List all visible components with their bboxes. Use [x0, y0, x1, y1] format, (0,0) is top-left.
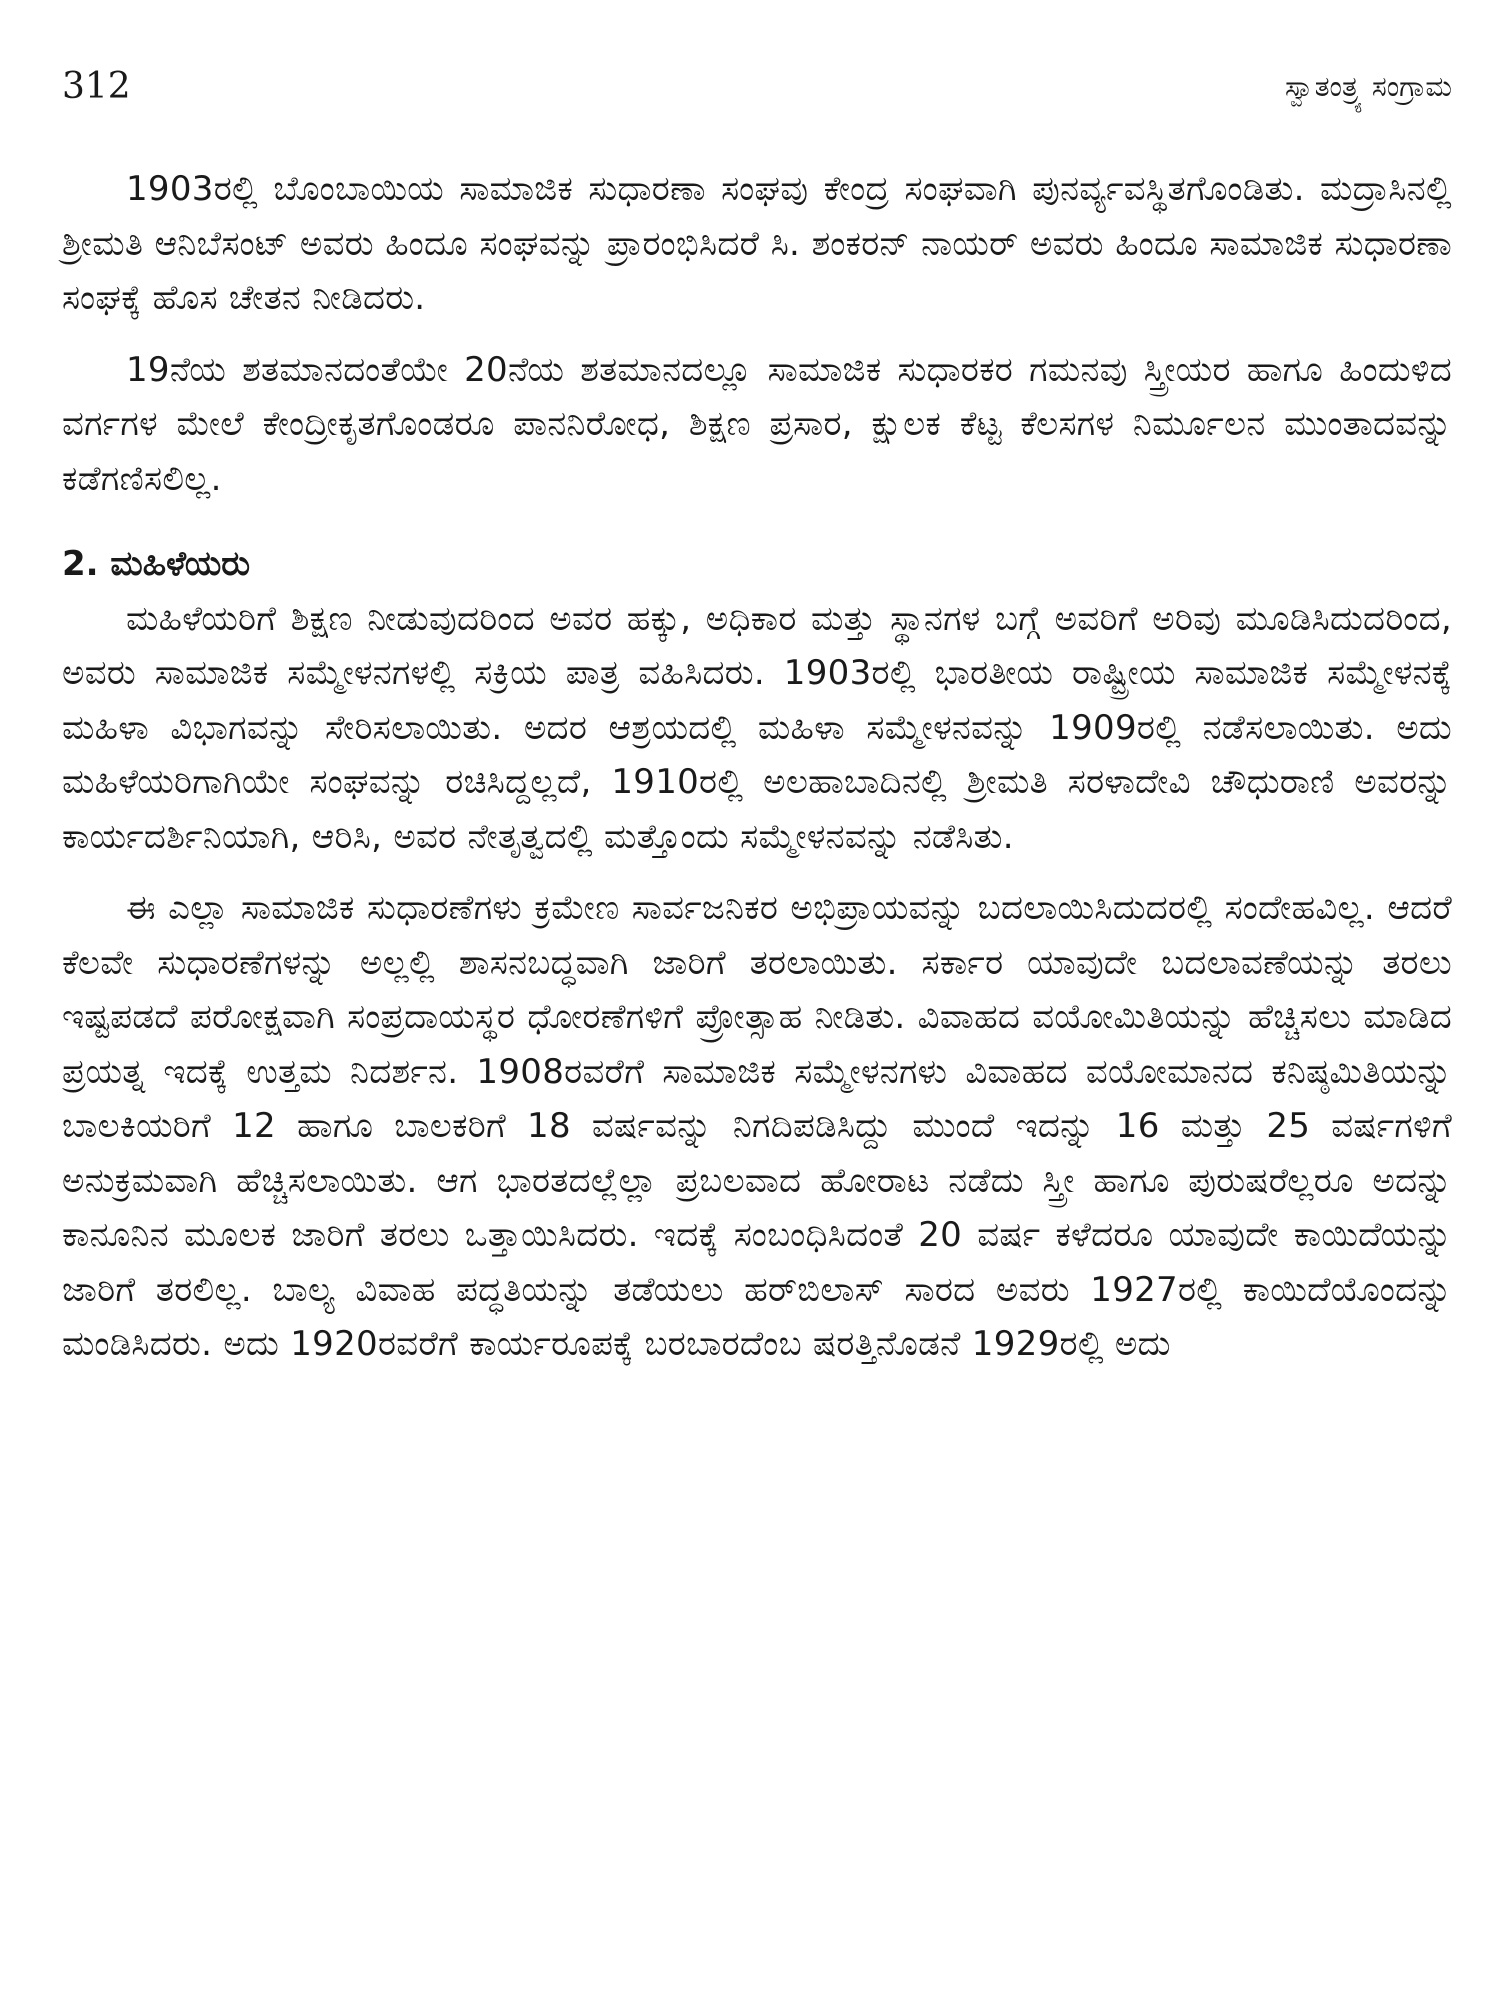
- running-title: ಸ್ವಾತಂತ್ರ್ಯ ಸಂಗ್ರಾಮ: [1284, 70, 1452, 103]
- page-content: [62, 162, 1452, 1372]
- page-header: [62, 62, 1452, 112]
- paragraph: 19ನೆಯ ಶತಮಾನದಂತೆಯೇ 20ನೆಯ ಶತಮಾನದಲ್ಲೂ ಸಾಮಾಜಿಕ ಸುಧಾರಕರ ಗಮನವು ಸ್ತ್ರೀಯರ ಹಾಗೂ ಹಿಂದುಳಿದ ವರ್ಗಗಳ ಮೇಲೆ ಕೇಂದ್ರೀಕೃತಗೊಂಡರೂ ಪಾನನಿರೋಧ, ಶಿಕ್ಷಣ ಪ್ರಸಾರ, ಕ್ಷುಲಕ ಕೆಟ್ಟ ಕೆಲಸಗಳ ನಿರ್ಮೂಲನ ಮುಂತಾದವನ್ನು ಕಡೆಗಣಿಸಲಿಲ್ಲ.: [62, 349, 1452, 499]
- book-page: [62, 0, 1452, 2000]
- paragraph: ಈ ಎಲ್ಲಾ ಸಾಮಾಜಿಕ ಸುಧಾರಣೆಗಳು ಕ್ರಮೇಣ ಸಾರ್ವಜನಿಕರ ಅಭಿಪ್ರಾಯವನ್ನು ಬದಲಾಯಿಸಿದುದರಲ್ಲಿ ಸಂದೇಹವಿಲ್ಲ. ಆದರೆ ಕೆಲವೇ ಸುಧಾರಣೆಗಳನ್ನು ಅಲ್ಲಲ್ಲಿ ಶಾಸನಬದ್ಧವಾಗಿ ಜಾರಿಗೆ ತರಲಾಯಿತು. ಸರ್ಕಾರ ಯಾವುದೇ ಬದಲಾವಣೆಯನ್ನು ತರಲು ಇಷ್ಟಪಡದೆ ಪರೋಕ್ಷವಾಗಿ ಸಂಪ್ರದಾಯಸ್ಥರ ಧೋರಣೆಗಳಿಗೆ ಪ್ರೋತ್ಸಾಹ ನೀಡಿತು. ವಿವಾಹದ ವಯೋಮಿತಿಯನ್ನು ಹೆಚ್ಚಿಸಲು ಮಾಡಿದ ಪ್ರಯತ್ನ ಇದಕ್ಕೆ ಉತ್ತಮ ನಿದರ್ಶನ. 1908ರವರೆಗೆ ಸಾಮಾಜಿಕ ಸಮ್ಮೇಳನಗಳು ವಿವಾಹದ ವಯೋಮಾನದ ಕನಿಷ್ಠಮಿತಿಯನ್ನು ಬಾಲಕಿಯರಿಗೆ 12 ಹಾಗೂ ಬಾಲಕರಿಗೆ 18 ವರ್ಷವನ್ನು ನಿಗದಿಪಡಿಸಿದ್ದು ಮುಂದೆ ಇದನ್ನು 16 ಮತ್ತು 25 ವರ್ಷಗಳಿಗೆ ಅನುಕ್ರಮವಾಗಿ ಹೆಚ್ಚಿಸಲಾಯಿತು. ಆಗ ಭಾರತದಲ್ಲೆಲ್ಲಾ ಪ್ರಬಲವಾದ ಹೋರಾಟ ನಡೆದು ಸ್ತ್ರೀ ಹಾಗೂ ಪುರುಷರೆಲ್ಲರೂ ಅದನ್ನು ಕಾನೂನಿನ ಮೂಲಕ ಜಾರಿಗೆ ತರಲು ಒತ್ತಾಯಿಸಿದರು. ಇದಕ್ಕೆ ಸಂಬಂಧಿಸಿದಂತೆ 20 ವರ್ಷ ಕಳೆದರೂ ಯಾವುದೇ ಕಾಯಿದೆಯನ್ನು ಜಾರಿಗೆ ತರಲಿಲ್ಲ. ಬಾಲ್ಯ ವಿವಾಹ ಪದ್ಧತಿಯನ್ನು ತಡೆಯಲು ಹರ್‌ಬಿಲಾಸ್ ಸಾರದ ಅವರು 1927ರಲ್ಲಿ ಕಾಯಿದೆಯೊಂದನ್ನು ಮಂಡಿಸಿದರು. ಅದು 1920ರವರೆಗೆ ಕಾರ್ಯರೂಪಕ್ಕೆ ಬರಬಾರದೆಂಬ ಷರತ್ತಿನೊಡನೆ 1929ರಲ್ಲಿ ಅದು: [62, 888, 1452, 1364]
- paragraph: ಮಹಿಳೆಯರಿಗೆ ಶಿಕ್ಷಣ ನೀಡುವುದರಿಂದ ಅವರ ಹಕ್ಕು, ಅಧಿಕಾರ ಮತ್ತು ಸ್ಥಾನಗಳ ಬಗ್ಗೆ ಅವರಿಗೆ ಅರಿವು ಮೂಡಿಸಿದುದರಿಂದ, ಅವರು ಸಾಮಾಜಿಕ ಸಮ್ಮೇಳನಗಳಲ್ಲಿ ಸಕ್ರಿಯ ಪಾತ್ರ ವಹಿಸಿದರು. 1903ರಲ್ಲಿ ಭಾರತೀಯ ರಾಷ್ಟ್ರೀಯ ಸಾಮಾಜಿಕ ಸಮ್ಮೇಳನಕ್ಕೆ ಮಹಿಳಾ ವಿಭಾಗವನ್ನು ಸೇರಿಸಲಾಯಿತು. ಅದರ ಆಶ್ರಯದಲ್ಲಿ ಮಹಿಳಾ ಸಮ್ಮೇಳನವನ್ನು 1909ರಲ್ಲಿ ನಡೆಸಲಾಯಿತು. ಅದು ಮಹಿಳೆಯರಿಗಾಗಿಯೇ ಸಂಘವನ್ನು ರಚಿಸಿದ್ದಲ್ಲದೆ, 1910ರಲ್ಲಿ ಅಲಹಾಬಾದಿನಲ್ಲಿ ಶ್ರೀಮತಿ ಸರಳಾದೇವಿ ಚೌಧುರಾಣಿ ಅವರನ್ನು ಕಾರ್ಯದರ್ಶಿನಿಯಾಗಿ, ಆರಿಸಿ, ಅವರ ನೇತೃತ್ವದಲ್ಲಿ ಮತ್ತೊಂದು ಸಮ್ಮೇಳನವನ್ನು ನಡೆಸಿತು.: [62, 598, 1452, 857]
- page-number: 312: [62, 66, 131, 107]
- section-heading: 2. ಮಹಿಳೆಯರು: [62, 544, 251, 584]
- paragraph: 1903ರಲ್ಲಿ ಬೊಂಬಾಯಿಯ ಸಾಮಾಜಿಕ ಸುಧಾರಣಾ ಸಂಘವು ಕೇಂದ್ರ ಸಂಘವಾಗಿ ಪುನರ್ವ್ಯವಸ್ಥಿತಗೊಂಡಿತು. ಮದ್ರಾಸಿನಲ್ಲಿ ಶ್ರೀಮತಿ ಆನಿಬೆಸಂಟ್ ಅವರು ಹಿಂದೂ ಸಂಘವನ್ನು ಪ್ರಾರಂಭಿಸಿದರೆ ಸಿ. ಶಂಕರನ್ ನಾಯರ್ ಅವರು ಹಿಂದೂ ಸಾಮಾಜಿಕ ಸುಧಾರಣಾ ಸಂಘಕ್ಕೆ ಹೊಸ ಚೇತನ ನೀಡಿದರು.: [62, 169, 1452, 318]
